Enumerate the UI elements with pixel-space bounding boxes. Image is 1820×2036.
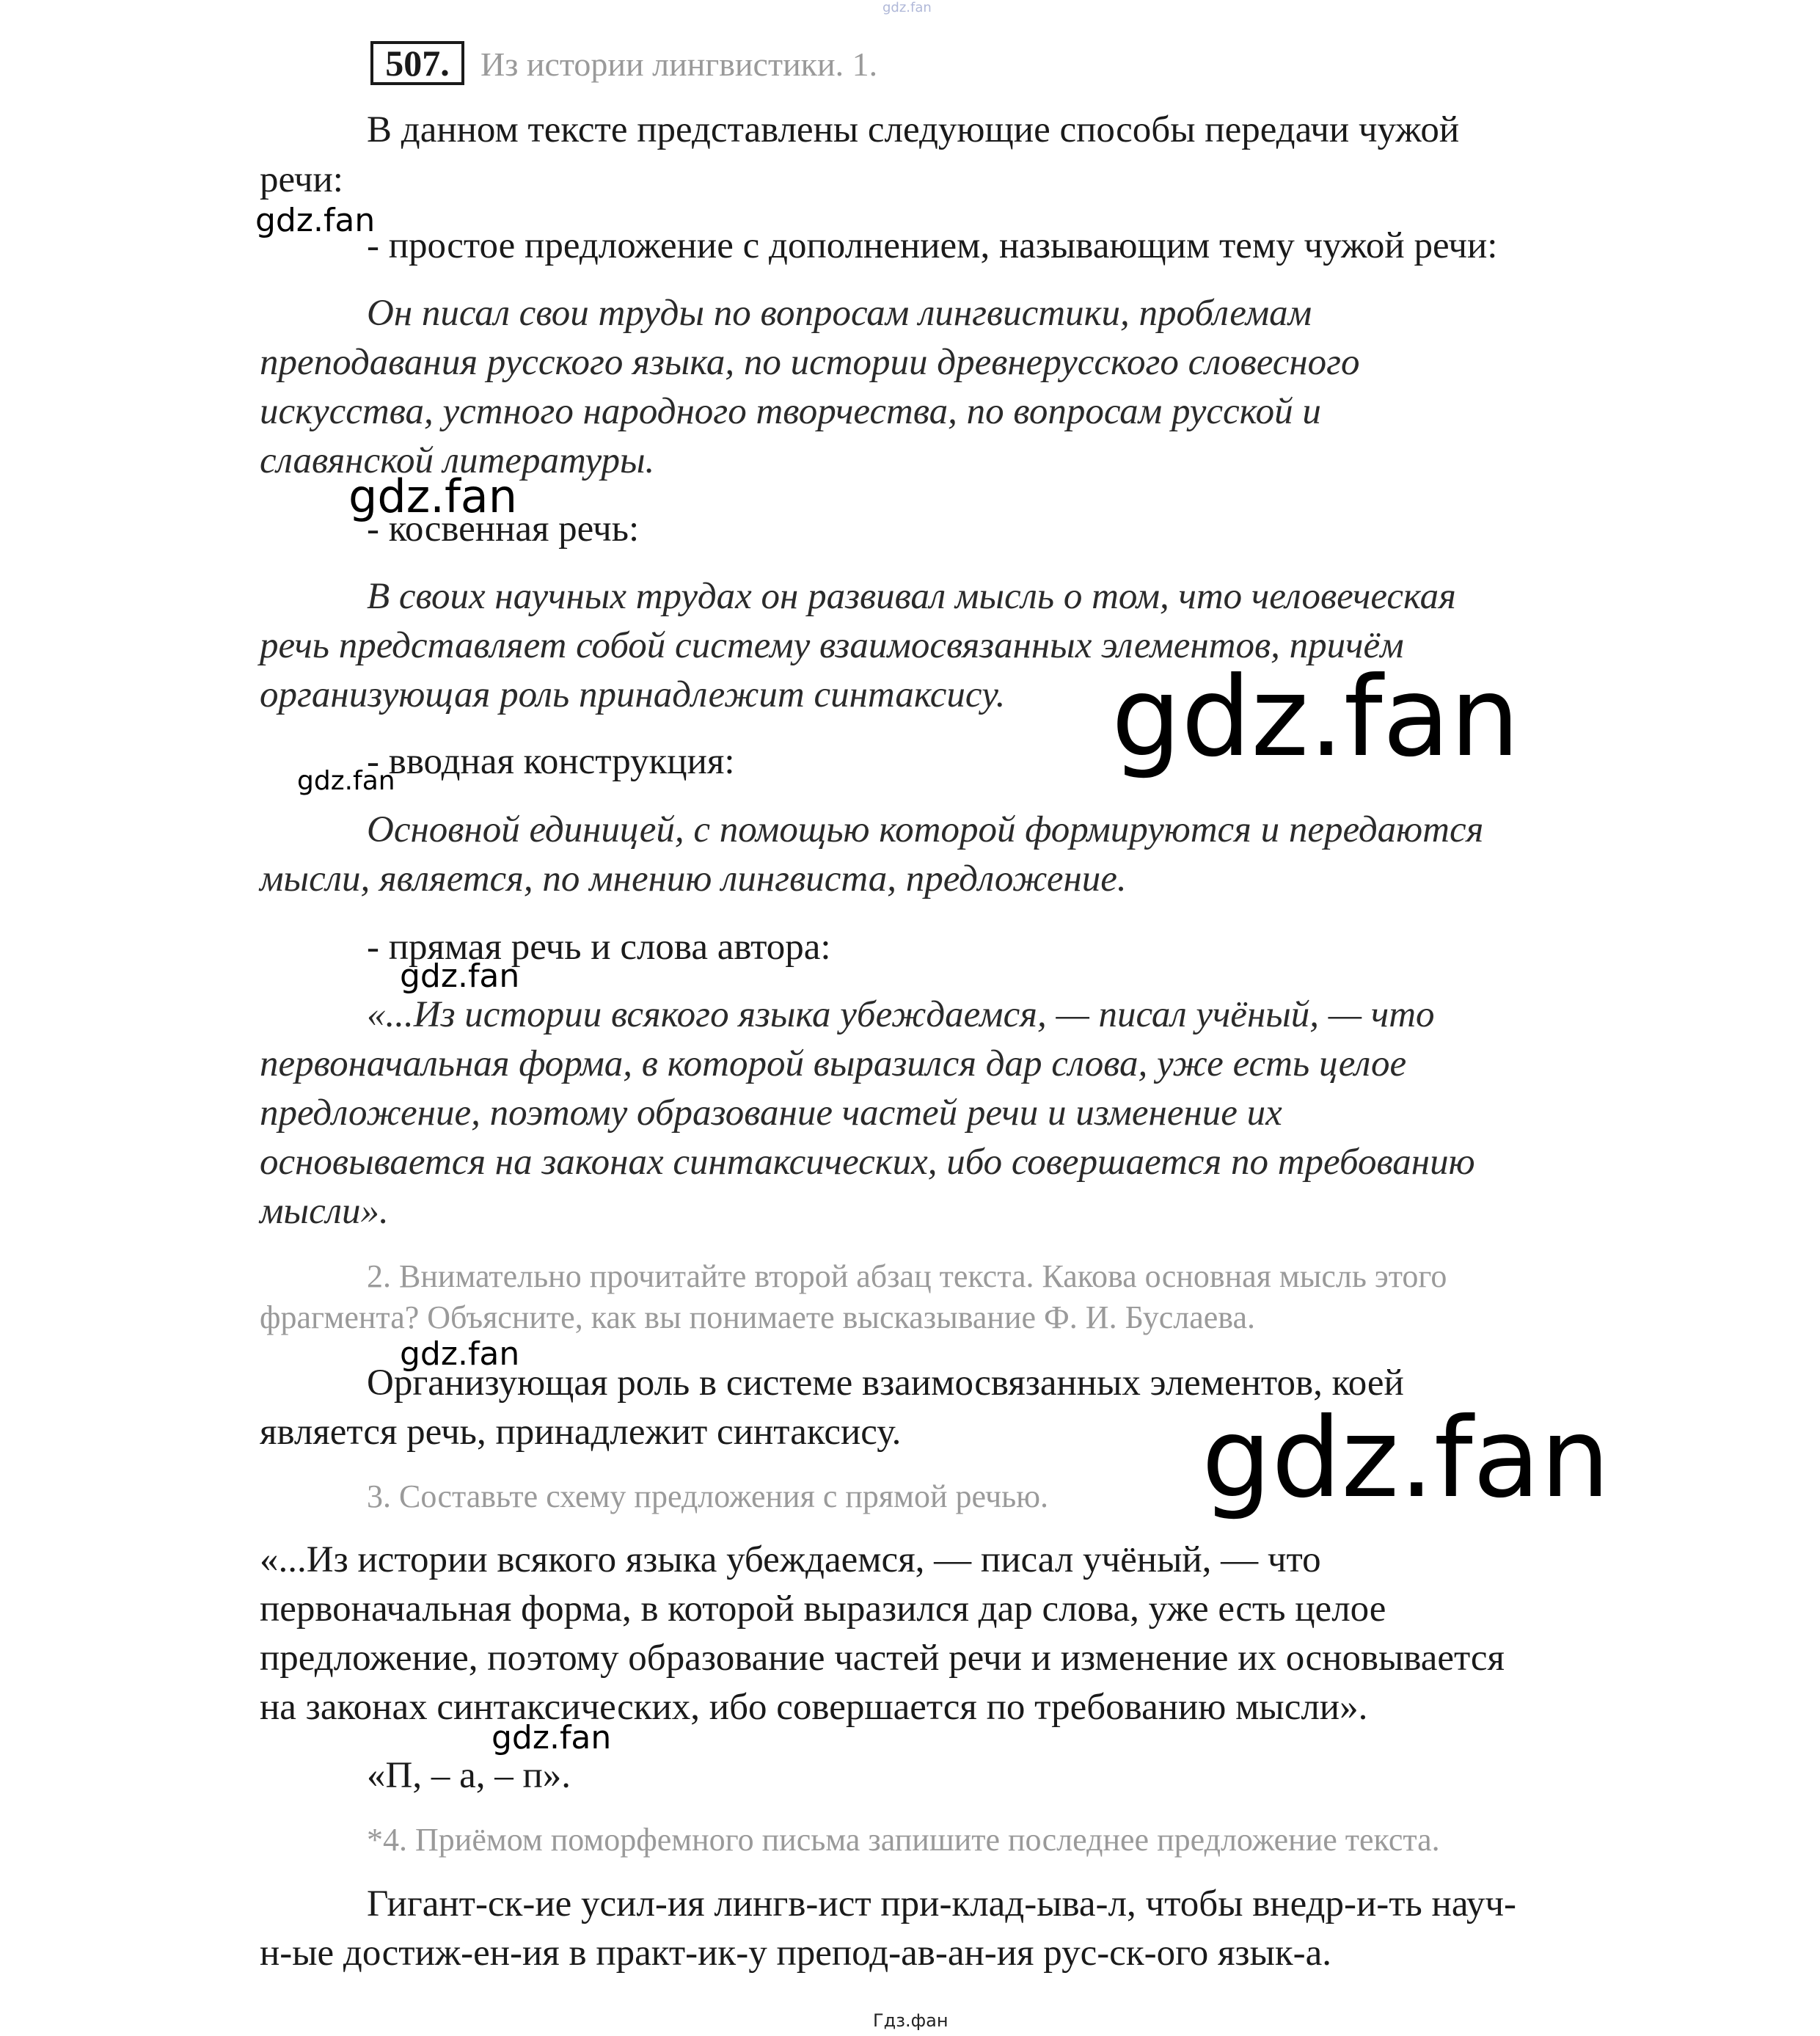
point-4-example-line: мысли». <box>260 1191 389 1232</box>
task-3-question: 3. Составьте схему предложения с прямой речью. <box>367 1478 1049 1514</box>
watermark: gdz.fan <box>400 1335 520 1373</box>
task-4-question: *4. Приёмом поморфемного письма запишите последнее предложение текста. <box>367 1822 1440 1858</box>
point-4-label: - прямая речь и слова автора: <box>367 927 831 968</box>
task-3-scheme: «П, – а, – п». <box>367 1755 571 1796</box>
point-4-example-line: предложение, поэтому образование частей речи и изменение их <box>260 1092 1282 1134</box>
point-3-example-line: Основной единицей, с помощью которой формируются и передаются <box>367 809 1484 850</box>
point-4-example-line: «...Из истории всякого языка убеждаемся, — писал учёный, — что <box>367 994 1435 1035</box>
exercise-title: Из истории лингвистики. 1. <box>480 45 878 83</box>
task-2-question-line: фрагмента? Объясните, как вы понимаете высказывание Ф. И. Буслаева. <box>260 1299 1256 1335</box>
point-4-example-line: основывается на законах синтаксических, ибо совершается по требованию <box>260 1142 1475 1183</box>
task-3-answer-line: «...Из истории всякого языка убеждаемся, — писал учёный, — что <box>260 1539 1321 1580</box>
point-1-example-line: Он писал свои труды по вопросам лингвистики, проблемам <box>367 293 1312 334</box>
task-2-answer-line: является речь, принадлежит синтаксису. <box>260 1412 902 1453</box>
point-3-example-line: мысли, является, по мнению лингвиста, предложение. <box>260 858 1127 900</box>
task-2-question-line: 2. Внимательно прочитайте второй абзац текста. Какова основная мысль этого <box>367 1258 1447 1294</box>
intro-line-1: В данном тексте представлены следующие способы передачи чужой <box>367 109 1460 150</box>
point-2-example-line: организующая роль принадлежит синтаксису. <box>260 674 1006 715</box>
task-3-answer-line: на законах синтаксических, ибо совершается по требованию мысли». <box>260 1687 1368 1728</box>
task-3-answer-line: предложение, поэтому образование частей речи и изменение их основывается <box>260 1638 1505 1679</box>
point-2-example-line: речь представляет собой систему взаимосвязанных элементов, причём <box>260 625 1404 666</box>
watermark: gdz.fan <box>348 470 518 523</box>
point-2-example-line: В своих научных трудах он развивал мысль о том, что человеческая <box>367 576 1456 617</box>
point-1-example-line: искусства, устного народного творчества, по вопросам русской и <box>260 391 1321 432</box>
top-watermark: gdz.fan <box>882 0 932 15</box>
point-2-label: - косвенная речь: <box>367 508 640 550</box>
watermark: gdz.fan <box>255 202 376 239</box>
point-1-label: - простое предложение с дополнением, называющим тему чужой речи: <box>367 225 1498 266</box>
point-4-example-line: первоначальная форма, в которой выразился дар слова, уже есть целое <box>260 1043 1407 1084</box>
watermark: gdz.fan <box>297 766 395 796</box>
point-3-label: - вводная конструкция: <box>367 741 735 782</box>
point-1-example-line: славянской литературы. <box>260 440 655 481</box>
task-4-answer-line: Гигант-ск-ие усил-ия лингв-ист при-клад-ыва-л, чтобы внедр-и-ть науч- <box>367 1883 1517 1924</box>
watermark: gdz.fan <box>491 1719 612 1756</box>
footer-mark: Гдз.фан <box>873 2010 949 2031</box>
watermark: gdz.fan <box>1202 1395 1610 1522</box>
watermark: gdz.fan <box>400 957 520 995</box>
watermark: gdz.fan <box>1111 654 1520 781</box>
task-2-answer-line: Организующая роль в системе взаимосвязанных элементов, коей <box>367 1362 1404 1404</box>
exercise-number: 507. <box>370 41 464 85</box>
intro-line-2: речи: <box>260 159 343 200</box>
point-1-example-line: преподавания русского языка, по истории древнерусского словесного <box>260 342 1360 383</box>
task-4-answer-line: н-ые достиж-ен-ия в практ-ик-у препод-ав-ан-ия рус-ск-ого язык-а. <box>260 1933 1331 1974</box>
task-3-answer-line: первоначальная форма, в которой выразился дар слова, уже есть целое <box>260 1588 1386 1630</box>
